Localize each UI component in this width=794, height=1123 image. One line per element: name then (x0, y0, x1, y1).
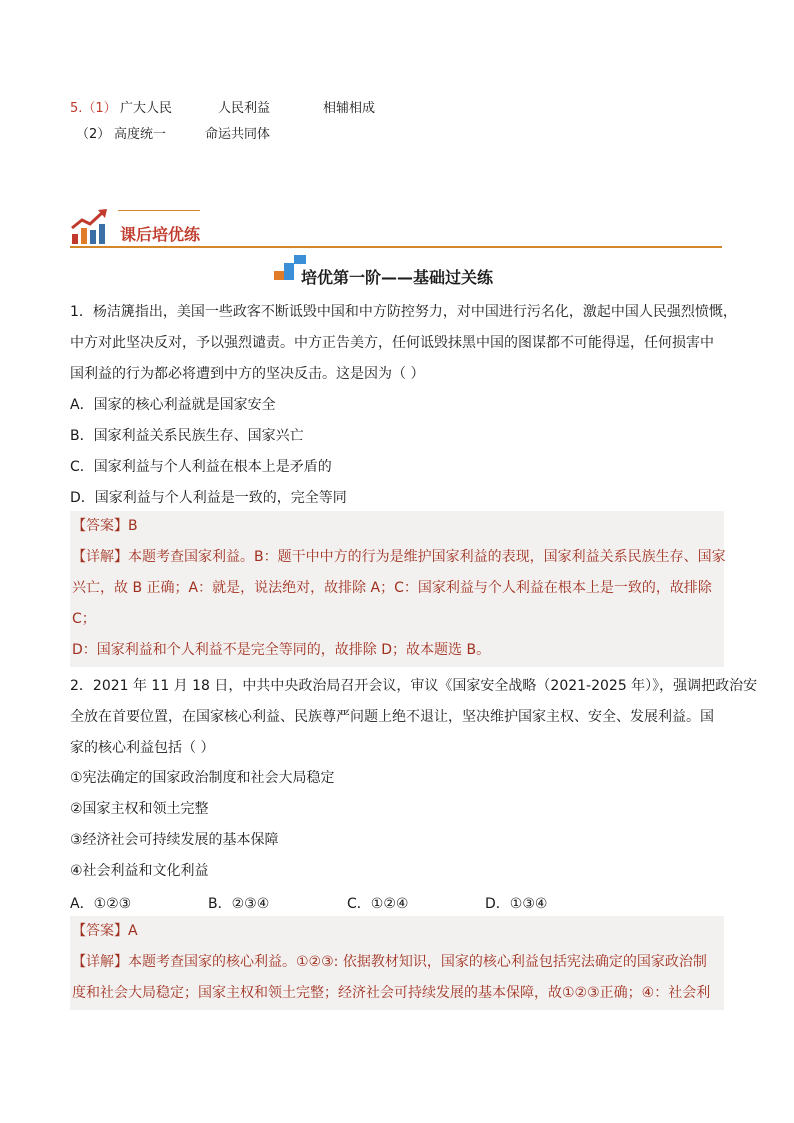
q2-choice-c: C．①②④ (347, 896, 409, 912)
q2-answer (70, 916, 138, 947)
q2-choice-b: B．②③④ (208, 896, 270, 912)
q1-answer-value: B (128, 518, 138, 534)
answer-5-2-num: （2） (76, 127, 111, 142)
header-rule (70, 246, 722, 248)
q1-stem-line-2: 中方对此坚决反对，予以强烈谴责。中方正告美方，任何诋毁抹黑中国的图谋都不可能得逞，任何损害中 (70, 335, 714, 351)
q2-detail-line-2: 度和社会大局稳定；国家主权和领土完整；经济社会可持续发展的基本保障，故①②③正确；④：社会利 (72, 985, 711, 1001)
answer-5-1-c: 相辅相成 (323, 101, 376, 116)
header-top-rule (118, 210, 200, 211)
q2-choices (70, 893, 724, 913)
growth-chart-icon (70, 208, 110, 246)
q1-option-d: D．国家利益与个人利益是一致的，完全等同 (70, 490, 347, 506)
q1-detail-line-3: C； (72, 611, 96, 627)
answer-5-1-a: 广大人民 (120, 101, 173, 116)
subsection-title: 培优第一阶——基础过关练 (300, 268, 493, 287)
section-title: 课后培优练 (120, 225, 201, 244)
q1-answer-label: 【答案】 (72, 518, 128, 534)
answer-5-2-a: 高度统一 (114, 127, 167, 142)
q2-stem-line-3: 家的核心利益包括（ ） (70, 740, 215, 756)
q2-item-4: ④社会利益和文化利益 (70, 863, 209, 879)
q2-stem-line-1: 2．2021 年 11 月 18 日，中共中央政治局召开会议，审议《国家安全战略（2021-2025 年）》，强调把政治安 (70, 678, 758, 694)
q1-detail-line-2: 兴亡，故 B 正确；A：就是，说法绝对，故排除 A；C：国家利益与个人利益在根本上是一致的，故排除 (72, 580, 712, 596)
answer-5-1-b: 人民利益 (218, 101, 271, 116)
q1-option-c: C．国家利益与个人利益在根本上是矛盾的 (70, 459, 332, 475)
q1-detail-line-4: D：国家利益和个人利益不是完全等同的，故排除 D；故本题选 B。 (72, 642, 491, 658)
q2-answer-value: A (128, 923, 138, 939)
q2-item-1: ①宪法确定的国家政治制度和社会大局稳定 (70, 770, 335, 786)
q2-answer-block (70, 916, 724, 1010)
q2-stem-line-2: 全放在首要位置，在国家核心利益、民族尊严问题上绝不退让，坚决维护国家主权、安全、发展利益。国 (70, 709, 714, 725)
q1-option-a: A．国家的核心利益就是国家安全 (70, 397, 276, 413)
q2-answer-label: 【答案】 (72, 923, 128, 939)
q2-item-2: ②国家主权和领土完整 (70, 801, 209, 817)
q1-stem-line-3: 国利益的行为都必将遭到中方的坚决反击。这是因为（ ） (70, 366, 425, 382)
q2-item-3: ③经济社会可持续发展的基本保障 (70, 832, 279, 848)
q2-detail-line-1: 【详解】本题考查国家的核心利益。①②③: 依据教材知识，国家的核心利益包括宪法确定的国家政治制 (72, 954, 707, 970)
answer-5-num: 5.（1） (70, 101, 117, 116)
q1-detail-line-1: 【详解】本题考查国家利益。B：题干中中方的行为是维护国家利益的表现，国家利益关系民族生存、国家 (72, 549, 726, 565)
q1-option-b: B．国家利益关系民族生存、国家兴亡 (70, 428, 304, 444)
q1-answer (70, 511, 138, 542)
q2-choice-d: D．①③④ (485, 896, 548, 912)
q1-answer-block (70, 511, 724, 667)
q2-choice-a: A．①②③ (70, 896, 132, 912)
answer-5-2-b: 命运共同体 (205, 127, 271, 142)
q1-stem-line-1: 1．杨洁篪指出，美国一些政客不断诋毁中国和中方防控努力，对中国进行污名化，激起中国人民强烈愤慨， (70, 304, 737, 320)
